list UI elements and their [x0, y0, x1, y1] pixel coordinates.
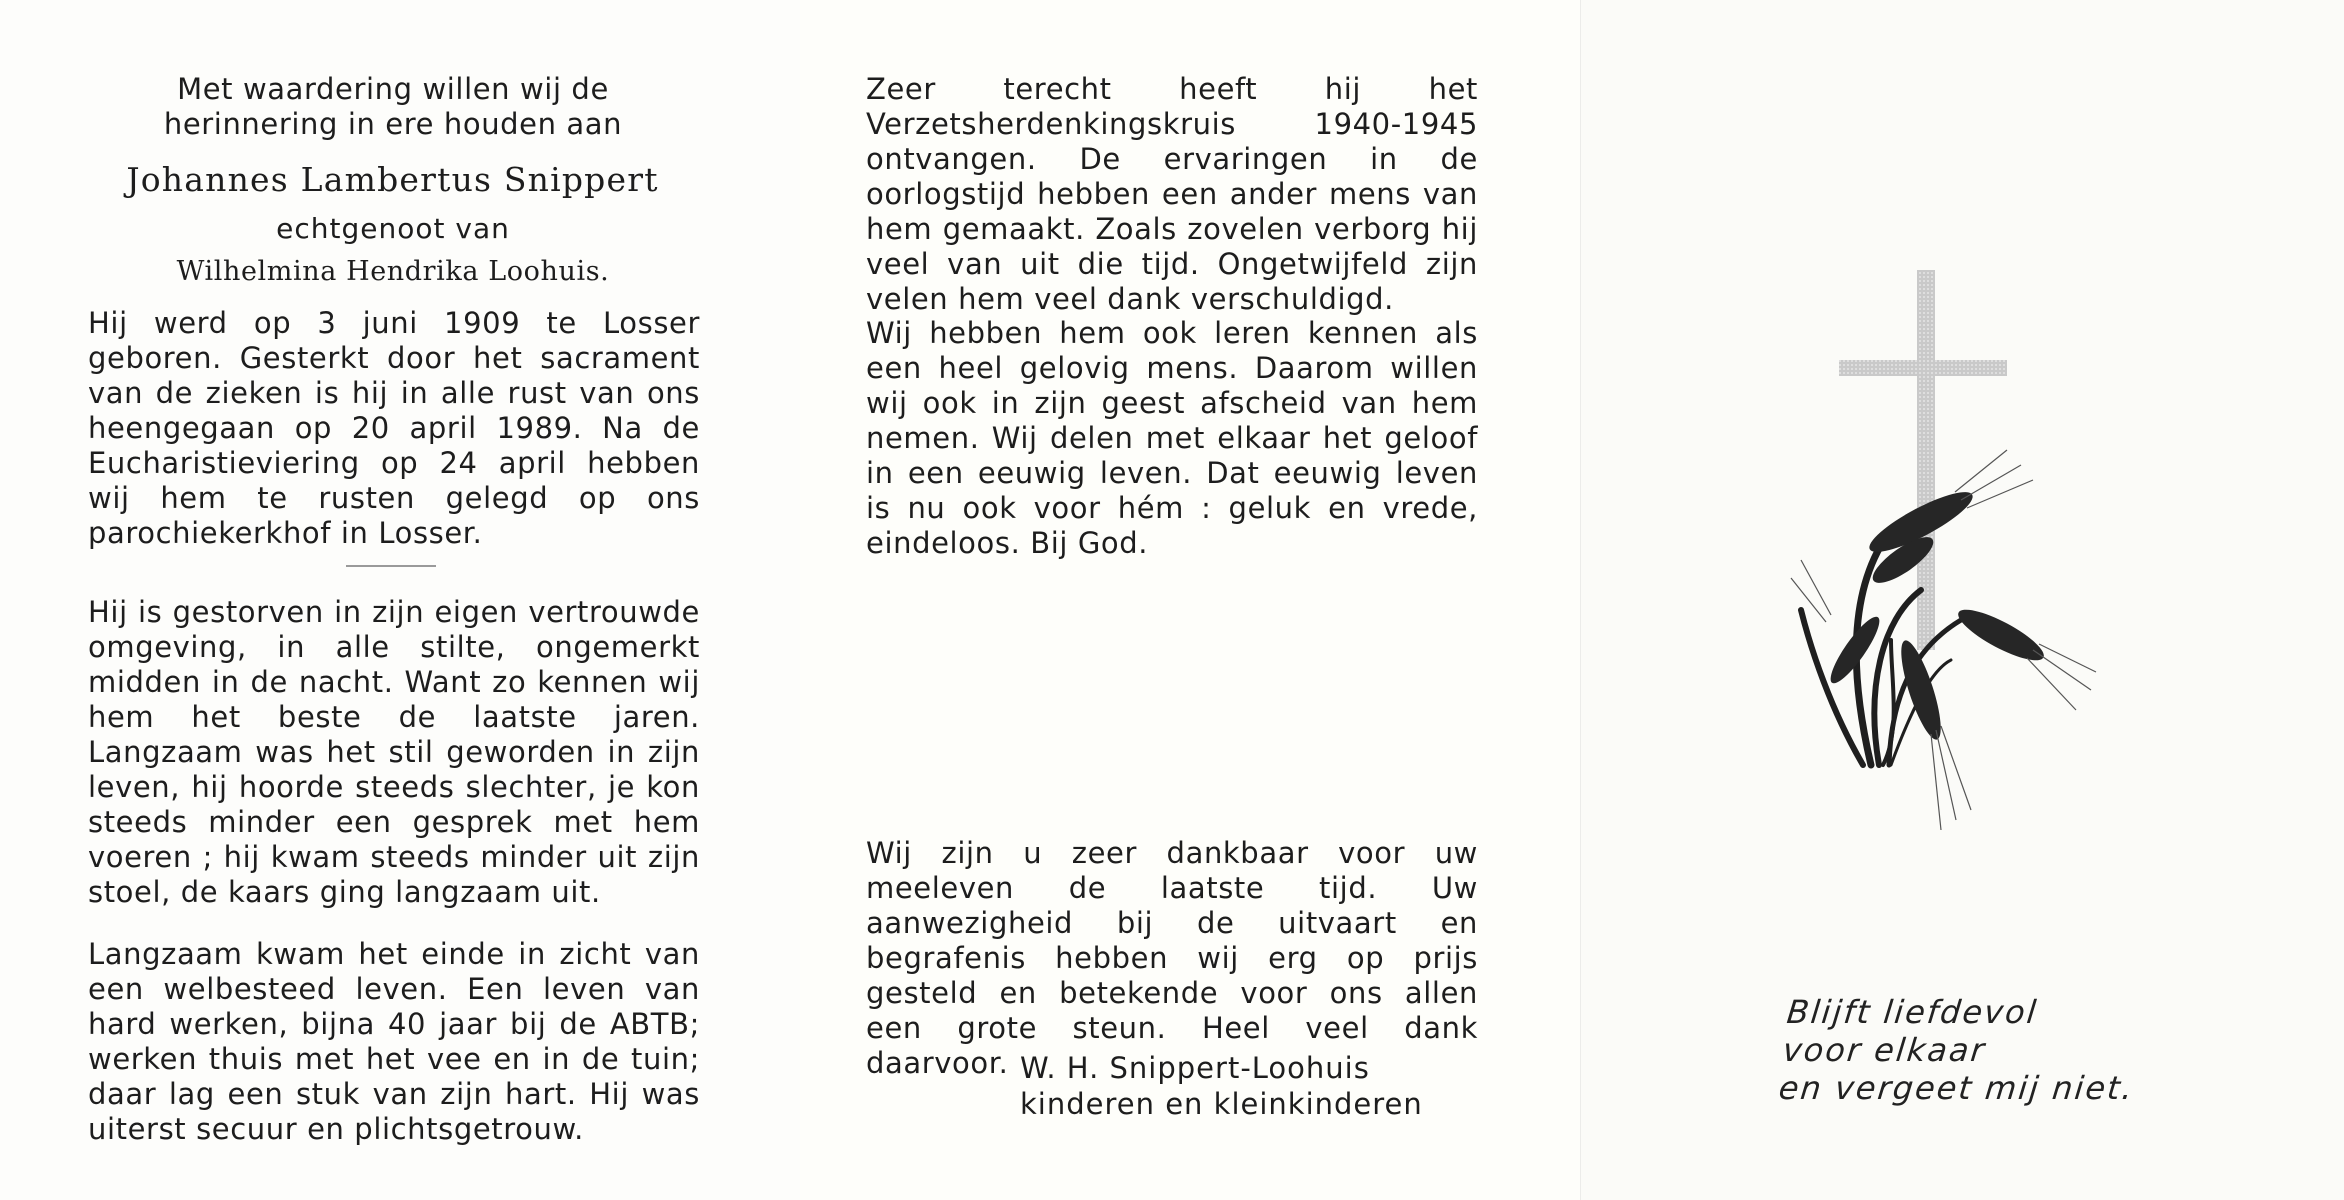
closing-verse [1777, 993, 2144, 1107]
verse-line: Blijft liefdevol [1784, 993, 2040, 1031]
spouse-name: Wilhelmina Hendrika Loohuis. [176, 256, 610, 287]
thanks-paragraph: Wij zijn u zeer dankbaar voor uw meeleven de laatste tijd. Uw aanwezigheid bij de uitvaart en begrafenis hebben wij erg op prijs gesteld en betekende voor ons allen een grote steun. Heel veel dank daarvoor. [866, 836, 1478, 1080]
intro-line: herinnering in ere houden aan [163, 107, 623, 141]
divider [346, 565, 436, 567]
cross-horizontal [1839, 360, 2007, 376]
deceased-name: Johannes Lambertus Snippert [126, 160, 659, 199]
faith-paragraph: Wij hebben hem ook leren kennen als een heel gelovig mens. Daarom willen wij ook in zijn geest afscheid van hem nemen. Wij delen met elkaar het geloof in een eeuwig leven. Dat eeuwig leven is nu ook voor hém : geluk en vrede, eindeloos. Bij God. [866, 316, 1478, 560]
birth-death-paragraph: Hij werd op 3 juni 1909 te Losser geboren. Gesterkt door het sacrament van de zieken is hij in alle rust van ons heengegaan op 20 april 1989. Na de Eucharistieviering op 24 april hebben wij hem te rusten gelegd op ons parochiekerkhof in Losser. [88, 306, 700, 550]
right-panel [1580, 0, 2344, 1200]
verse-line: voor elkaar [1781, 1031, 1988, 1069]
left-panel [0, 0, 800, 1200]
life-paragraph: Hij is gestorven in zijn eigen vertrouwde omgeving, in alle stilte, ongemerkt midden in de nacht. Want zo kennen wij hem het beste de laatste jaren. Langzaam was het stil geworden in zijn leven, hij hoorde steeds slechter, je kon steeds minder een gesprek met hem voeren ; hij kwam steeds minder uit zijn stoel, de kaars ging langzaam uit. [88, 595, 700, 909]
cross-with-wheat-icon [1771, 260, 2101, 860]
signature-family: kinderen en kleinkinderen [1020, 1087, 1423, 1121]
intro-text [88, 72, 698, 142]
spouse-label: echtgenoot van [276, 212, 510, 245]
work-paragraph: Langzaam kwam het einde in zicht van een welbesteed leven. Een leven van hard werken, bijna 40 jaar bij de ABTB; werken thuis met het vee en in de tuin; daar lag een stuk van zijn hart. Hij was uiterst secuur en plichtsgetrouw. [88, 937, 700, 1146]
signature-name: W. H. Snippert-Loohuis [1020, 1051, 1370, 1085]
middle-panel [800, 0, 1580, 1200]
verse-line: en vergeet mij niet. [1777, 1069, 2137, 1107]
intro-line: Met waardering willen wij de [177, 72, 609, 106]
resistance-paragraph: Zeer terecht heeft hij het Verzetsherdenkingskruis 1940-1945 ontvangen. De ervaringen in de oorlogstijd hebben een ander mens van hem gemaakt. Zoals zovelen verborg hij veel van uit die tijd. Ongetwijfeld zijn velen hem veel dank verschuldigd. [866, 72, 1478, 316]
